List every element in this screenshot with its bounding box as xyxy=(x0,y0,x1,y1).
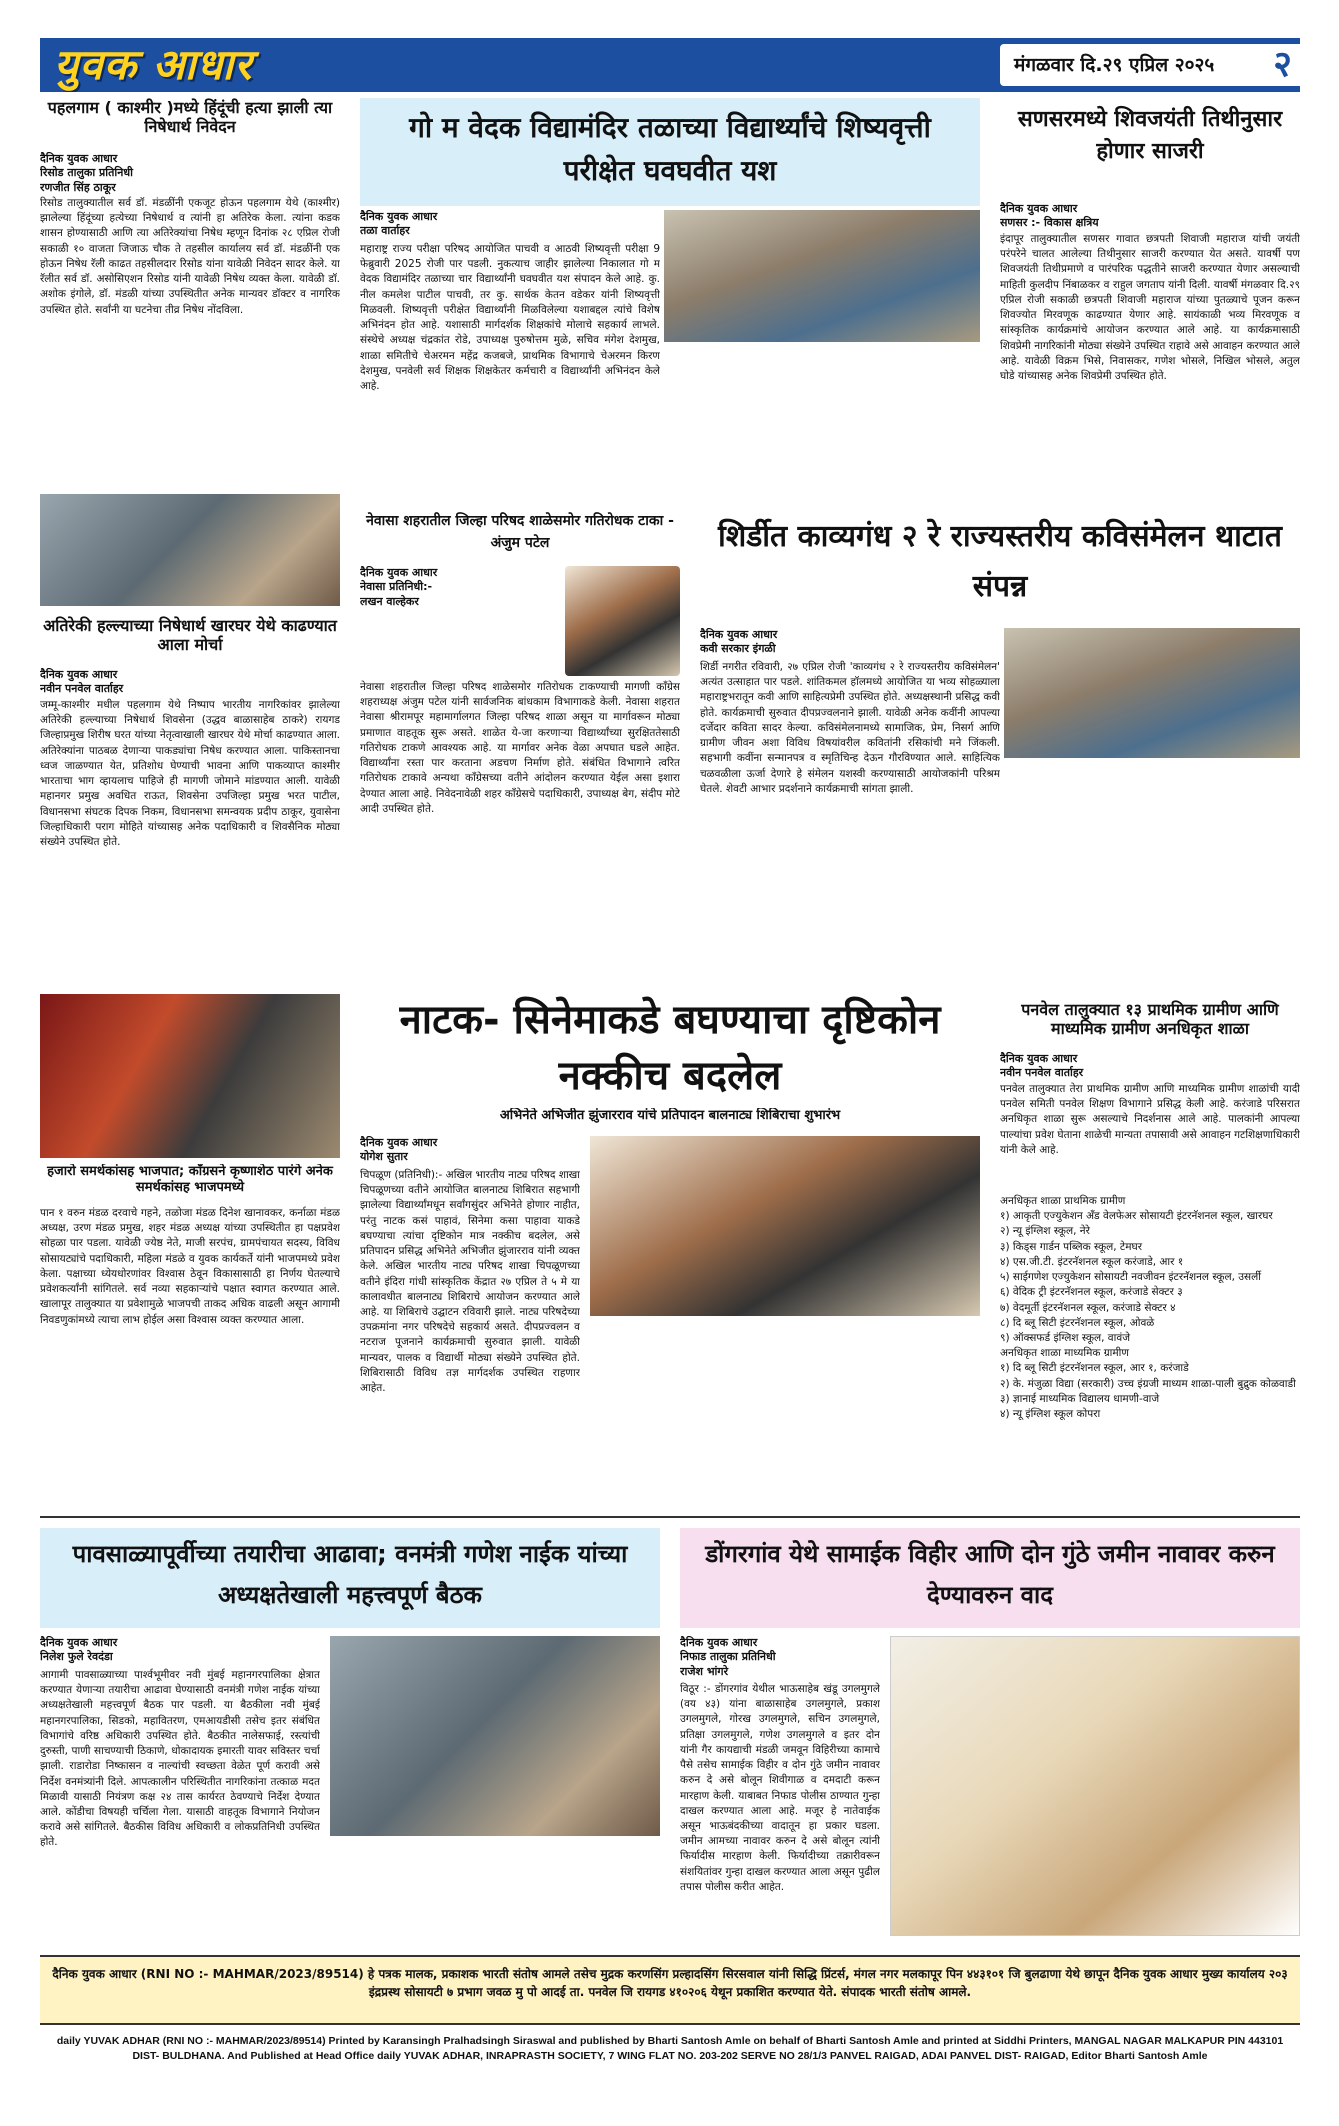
newspaper-logo: युवक आधार xyxy=(54,40,253,89)
a9-headline: पनवेल तालुक्यात १३ प्राथमिक ग्रामीण आणि माध्यमिक ग्रामीण अनधिकृत शाळा xyxy=(1021,1000,1279,1039)
a4-photo xyxy=(40,994,340,1158)
a3-byline: दैनिक युवक आधार सणसर :- विकास क्षत्रिय xyxy=(1000,202,1099,230)
a5-headline: नेवासा शहरातील जिल्हा परिषद शाळेसमोर गतिरोधक टाका - अंजुम पटेल xyxy=(366,513,674,552)
a8-photo xyxy=(590,1136,980,1316)
a9-byline: दैनिक युवक आधार नवीन पनवेल वार्ताहर xyxy=(1000,1052,1084,1080)
date-text: मंगळवार दि.२९ एप्रिल २०२५ xyxy=(1014,54,1215,76)
a11-body: विठूर :- डोंगरगांव येथील भाऊसाहेब खंडू उगलमुगले (वय ४३) यांना बाळासाहेब उगलमुगले, प्रकाश उगलमुगले, गोरख उगलमुगले, सचिन उगलमुगले, प्रतिक्षा उगलमुगले, गणेश उगलमुगले व इतर दोन यांनी गैर कायद्याची मंडळी जमवून विहिरीच्या कामाचे पैसे तसेच सामाईक विहीर व दोन गुंठे जमीन नावावर करुन दे असे बोलून शिवीगाळ व दमदाटी करून मारहाण केली. याबाबत निफाड पोलीस ठाण्यात गुन्हा दाखल करण्यात आला आहे. मजूर हे नातेवाईक असून भाऊबंदकीच्या वादातून हा प्रकार घडला. जमीन आमच्या नावावर करुन दे असे बोलून त्यांनी फिर्यादीस मारहाण केली. फिर्यादीच्या तक्रारीवरून संशयितांवर गुन्हा दाखल करण्यात आला असून पुढील तपास पोलीस करीत आहेत. xyxy=(680,1683,880,1893)
a11-byline: दैनिक युवक आधार निफाड तालुका प्रतिनिधी राजेश भांगरे xyxy=(680,1636,776,1678)
a2-byline: दैनिक युवक आधार तळा वार्ताहर xyxy=(360,210,438,238)
masthead xyxy=(40,38,1300,92)
a8-byline: दैनिक युवक आधार योगेश सुतार xyxy=(360,1136,438,1164)
a5-byline: दैनिक युवक आधार नेवासा प्रतिनिधी:- लखन वाल्हेकर xyxy=(360,566,438,608)
a4-body: जम्मू-काश्मीर मधील पहलगाम येथे निष्पाप भारतीय नागरिकांवर झालेल्या अतिरेकी हल्ल्याच्या निषेधार्थ शिवसेना (उद्धव बाळासाहेब ठाकरे) रायगड जिल्हाप्रमुख शिरीष घरत यांच्या नेतृत्वाखाली खारघर येथे मोर्चा काढण्यात आला. अतिरेक्यांना पाठबळ देणाऱ्या पाकड्यांचा निषेध करण्यात आला. पाकिस्तानचा ध्वज जाळण्यात येत, प्रतिशोध घेण्याची भावना आणि पाकव्याप्त काश्मीर भारताचा भाग व्हायलाच पाहिजे ही मागणी जोमाने मांडण्यात आली. यावेळी महानगर प्रमुख अवधित राऊत, शिवसेना उपजिल्हा प्रमुख भरत पाटील, विधानसभा संघटक दिपक निकम, विधानसभा समन्वयक प्रदीप ठाकूर, युवासेना जिल्हाधिकारी पराग मोहिते यांच्यासह अनेक पदाधिकारी व शिवसैनिक मोठ्या संख्येने उपस्थित होते. xyxy=(40,699,340,848)
a4-byline: दैनिक युवक आधार नवीन पनवेल वार्ताहर xyxy=(40,668,124,696)
a10-byline: दैनिक युवक आधार निलेश फुले रेवदंडा xyxy=(40,1636,118,1664)
a6-body: शिर्डी नगरीत रविवारी, २७ एप्रिल रोजी 'काव्यगंध २ रे राज्यस्तरीय कविसंमेलन' अत्यंत उत्साहात पार पडले. शांतिकमल हॉलमध्ये आयोजित या भव्य सोहळ्याला महाराष्ट्रभरातून कवी आणि साहित्यप्रेमी उपस्थित होते. अध्यक्षस्थानी प्रसिद्ध कवी होते. कार्यक्रमाची सुरुवात दीपप्रज्वलनाने झाली. यावेळी अनेक कवींनी आपल्या दर्जेदार कविता सादर केल्या. कविसंमेलनामध्ये सामाजिक, प्रेम, निसर्ग आणि ग्रामीण जीवन अशा विविध विषयांवरील कवितांनी रसिकांची मने जिंकली. सहभागी कवींना सन्मानपत्र व स्मृतिचिन्ह देऊन गौरविण्यात आले. साहित्यिक चळवळीला ऊर्जा देणारे हे संमेलन यशस्वी करण्यासाठी आयोजकांनी परिश्रम घेतले. शेवटी आभार प्रदर्शनाने कार्यक्रमाची सांगता झाली. xyxy=(700,661,1000,795)
imprint-english xyxy=(40,2030,1300,2090)
a2-headline: गो म वेदक विद्यामंदिर तळाच्या विद्यार्थ्यांचे शिष्यवृत्ती परीक्षेत घवघवीत यश xyxy=(409,111,931,188)
a1-headline: पहलगाम ( काश्मीर )मध्ये हिंदूंची हत्या झाली त्या निषेधार्थ निवेदन xyxy=(47,98,333,137)
imprint-marathi xyxy=(40,1955,1300,2025)
a2-body: महाराष्ट्र राज्य परीक्षा परिषद आयोजित पाचवी व आठवी शिष्यवृत्ती परीक्षा 9 फेब्रुवारी 2025 रोजी पार पडली. नुकत्याच जाहीर झालेल्या निकालात गो म वेदक विद्यामंदिर तळाच्या चार विद्यार्थ्यांनी घवघवीत यश संपादन केले आहे. कु. नील कमलेश पाटील पाचवी, तर कु. सार्थक केतन वडेकर यांनी शिष्यवृत्ती मिळवली. शिष्यवृत्ती परीक्षेत विद्यार्थ्यांनी मिळविलेल्या यशाबद्दल त्यांचे विशेष अभिनंदन होत आहे. यशासाठी मार्गदर्शक शिक्षकांचे मोलाचे सहकार्य लाभले. संस्थेचे अध्यक्ष चंद्रकांत रोडे, उपाध्यक्ष पुरुषोत्तम मुळे, सचिव मंगेश देशमुख, शाळा समितीचे चेअरमन महेंद्र कजबजे, प्राथमिक विभागाचे चेअरमन किरण देशमुख, पनवेली सर्व शिक्षक शिक्षकेतर कर्मचारी व विद्यार्थ्यांनी अभिनंदन केले आहे. xyxy=(360,243,660,392)
a10-body: आगामी पावसाळ्याच्या पार्श्वभूमीवर नवी मुंबई महानगरपालिका क्षेत्रात करण्यात येणाऱ्या तयारीचा आढावा घेण्यासाठी वनमंत्री गणेश नाईक यांच्या अध्यक्षतेखाली महत्त्वपूर्ण बैठक पार पडली. या बैठकीला नवी मुंबई महानगरपालिका, सिडको, महावितरण, एमआयडीसी तसेच इतर संबंधित विभागांचे वरिष्ठ अधिकारी उपस्थित होते. बैठकीत नालेसफाई, रस्त्यांची दुरुस्ती, पाणी साचण्याची ठिकाणे, धोकादायक इमारती यावर सविस्तर चर्चा झाली. राडारोडा निष्कासन व नाल्यांची स्वच्छता वेळेत पूर्ण करावी असे निर्देश वनमंत्र्यांनी दिले. आपत्कालीन परिस्थितीत नागरिकांना तत्काळ मदत मिळावी यासाठी नियंत्रण कक्ष २४ तास कार्यरत ठेवण्याचे निर्देश देण्यात आले. कोंडीचा विषयही चर्चिला गेला. यासाठी वाहतूक विभागाने नियोजन करावे असे सांगितले. बैठकीस विविध अधिकारी व लोकप्रतिनिधी उपस्थित होते. xyxy=(40,1669,320,1849)
a9-body: पनवेल तालुक्यात तेरा प्राथमिक ग्रामीण आणि माध्यमिक ग्रामीण शाळांची यादी पनवेल समिती पनवेल शिक्षण विभागाने प्रसिद्ध केली आहे. करंजाडे परिसरात अनधिकृत शाळा सुरू असल्याचे निदर्शनास आले आहे. पालकांनी आपल्या पाल्यांचा प्रवेश घेताना शाळेची मान्यता तपासावी असे आवाहन गटशिक्षणाधिकारी यांनी केले आहे. xyxy=(1000,1083,1300,1156)
a5-portrait xyxy=(565,566,680,676)
imprint-english-text: daily YUVAK ADHAR (RNI NO :- MAHMAR/2023/89514) Printed by Karansingh Pralhadsingh Siraswal and published by Bharti Santosh Amle on behalf of Bharti Santosh Amle and printed at Siddhi Printers, MANGAL NAGAR MALKAPUR PIN 443101 DIST- BULDHANA. And Published at Head Office daily YUVAK ADHAR, INRAPRASTH SOCIETY, 7 WING FLAT NO. 203-202 SERVE NO 28/1/3 PANVEL RAIGAD, ADAI PANVEL DIST- RAIGAD, Editor Bharti Santosh Amle xyxy=(56,2035,1284,2063)
a2-photo xyxy=(664,210,980,342)
a4-headline: अतिरेकी हल्ल्याच्या निषेधार्थ खारघर येथे काढण्यात आला मोर्चा xyxy=(43,616,337,655)
a3-body: इंदापूर तालुक्यातील सणसर गावात छत्रपती शिवाजी महाराज यांची जयंती परंपरेने चालत आलेल्या तिथीनुसार साजरी करण्यात येत असते. यावर्षी पण शिवजयंती तिथीप्रमाणे व पारंपरिक पद्धतीने साजरी करण्यात येणार असल्याची माहिती कुलदीप निंबाळकर व राहुल जगताप यांनी दिली. यावर्षी मंगळवार दि.२९ एप्रिल रोजी सकाळी छत्रपती शिवाजी महाराज यांच्या पुतळ्याचे पूजन करून शिवज्योत मिरवणूक काढण्यात येणार आहे. सायंकाळी भव्य मिरवणूक व सांस्कृतिक कार्यक्रमांचे आयोजन करण्यात आले आहे. या कार्यक्रमासाठी शिवप्रेमी नागरिकांनी मोठ्या संख्येने उपस्थित राहावे असे आवाहन करण्यात आले आहे. यावेळी विक्रम भिसे, निवासकर, गणेश भोसले, निखिल भोसले, अतुल घोडे यांच्यासह अनेक शिवप्रेमी उपस्थित होते. xyxy=(1000,233,1300,382)
issue-date xyxy=(1000,44,1300,86)
a8-body: चिपळूण (प्रतिनिधी):- अखिल भारतीय नाट्य परिषद शाखा चिपळूणच्या वतीने आयोजित बालनाट्य शिबिरात सहभागी झालेल्या विद्यार्थ्यांमधून सर्वांगसुंदर अभिनेते होणार नाहीत, परंतु नाटक कसं पाहावं, सिनेमा कसा पाहावा याकडे बघण्याचा त्यांचा दृष्टिकोन मात्र नक्कीच बदलेल, असे प्रतिपादन प्रसिद्ध अभिनेते अभिजीत झुंजारराव यांनी व्यक्त केले. अखिल भारतीय नाट्य परिषद शाखा चिपळूणच्या वतीने इंदिरा गांधी सांस्कृतिक केंद्रात २७ एप्रिल ते ५ मे या कालावधीत बालनाट्य शिबिराचे आयोजन करण्यात आले आहे. या शिबिराचे उद्घाटन रविवारी झाले. नाट्य परिषदेच्या उपक्रमांना नगर परिषदेचे सहकार्य असते. दीपप्रज्वलन व नटराज पूजनाने कार्यक्रमाची सुरुवात झाली. यावेळी मान्यवर, पालक व विद्यार्थी मोठ्या संख्येने उपस्थित होते. शिबिरासाठी विविध तज्ञ मार्गदर्शक उपस्थित राहणार आहेत. xyxy=(360,1169,580,1395)
a1-byline: दैनिक युवक आधार रिसोड तालुका प्रतिनिधी रणजीत सिंह ठाकूर xyxy=(40,152,133,194)
a10-headline-box xyxy=(40,1528,660,1628)
imprint-marathi-text: दैनिक युवक आधार (RNI NO :- MAHMAR/2023/89514) हे पत्रक मालक, प्रकाशक भारती संतोष आमले तसेच मुद्रक करणसिंग प्रल्हादसिंग सिरसवाल यांनी सिद्धि प्रिंटर्स, मंगल नगर मलकापूर पिन ४४३१०१ जि बुलढाणा येथे छापून दैनिक युवक आधार मुख्य कार्यालय २०३ इंद्रप्रस्थ सोसायटी ७ प्रभाग जवळ मु पो आदई ता. पनवेल जि रायगड ४१०२०६ येथून प्रकाशित करण्यात येते. संपादक भारती संतोष आमले. xyxy=(52,1967,1288,1999)
a7-body: पान १ वरुन मंडळ दरवाचे गहने, तळोजा मंडळ दिनेश खानावकर, कर्नाळा मंडळ अध्यक्ष, उरण मंडळ प्रमुख, शहर मंडळ अध्यक्ष यांच्या उपस्थितीत हा पक्षप्रवेश सोहळा पार पडला. यावेळी ज्येष्ठ नेते, माजी सरपंच, ग्रामपंचायत सदस्य, विविध सोसायट्यांचे पदाधिकारी, महिला मंडळे व युवक कार्यकर्ते यांनी भाजपमध्ये प्रवेश केला. पक्षाच्या ध्येयधोरणांवर विश्वास ठेवून विकासासाठी हा निर्णय घेतल्याचे प्रवेशकर्त्यांनी सांगितले. सर्व नव्या सहकाऱ्यांचे पक्षात स्वागत करण्यात आले. खालापूर तालुक्यात या प्रवेशामुळे भाजपची ताकद अधिक वाढली असून आगामी निवडणुकांमध्ये त्याचा लाभ होईल असा विश्वास व्यक्त करण्यात आला. xyxy=(40,1207,340,1326)
a8-subhead: अभिनेते अभिजीत झुंजारराव यांचे प्रतिपादन बालनाट्य शिबिराचा शुभारंभ xyxy=(499,1108,841,1123)
a9-school-list: अनधिकृत शाळा प्राथमिक ग्रामीण १) आकृती एज्युकेशन ॲंड वेलफेअर सोसायटी इंटरनॅशनल स्कूल, खारघर २) न्यू इंग्लिश स्कूल, नेरे ३) किड्स गार्डन पब्लिक स्कूल, टेमघर ४) एस.जी.टी. इंटरनॅशनल स्कूल करंजाडे, आर १ ५) साईगणेश एज्युकेशन सोसायटी नवजीवन इंटरनॅशनल स्कूल, उसर्ली ६) वेदिक ट्री इंटरनॅशनल स्कूल, करंजाडे सेक्टर ३ ७) वेदमूर्ती इंटरनॅशनल स्कूल, करंजाडे सेक्टर ४ ८) दि ब्लू सिटी इंटरनॅशनल स्कूल, ओवळे ९) ऑक्सफर्ड इंग्लिश स्कूल, वावंजे अनधिकृत शाळा माध्यमिक ग्रामीण १) दि ब्लू सिटी इंटरनॅशनल स्कूल, आर १, करंजाडे २) के. मंजुळा विद्या (सरकारी) उच्च इंग्रजी माध्यम शाळा-पाली बुद्रुक कोळवाडी ३) ज्ञानाई माध्यमिक विद्यालय धामणी-वाजे ४) न्यू इंग्लिश स्कूल कोपरा xyxy=(1000,1195,1296,1421)
a1-photo xyxy=(40,494,340,606)
a7-headline: हजारो समर्थकांसह भाजपात; काँग्रसने कृष्णाशेठ पारंगे अनेक समर्थकांसह भाजपमध्ये xyxy=(47,1164,333,1195)
a8-headline: नाटक- सिनेमाकडे बघण्याचा दृष्टिकोन नक्कीच बदलेल xyxy=(399,997,941,1099)
a1-body: रिसोड तालुक्यातील सर्व डॉ. मंडळींनी एकजूट होऊन पहलगाम येथे (काश्मीर) झालेल्या हिंदूंच्या हत्येच्या निषेधार्थ व त्यांनी हा अतिरेक केला. त्यांना कडक शासन होण्यासाठी आणि त्या अतिरेक्यांचा निषेध म्हणून दिनांक २८ एप्रिल रोजी सकाळी १० वाजता जिजाऊ चौक ते तहसील कार्यालय सर्व डॉ. मंडळींनी एक होऊन निषेध रॅली काढत तहसीलदार रिसोड यांना यावेळी निवेदन सादर केले. या रॅलीत सर्व डॉ. असोसिएशन रिसोड यांनी यावेळी निषेध व्यक्त केला. यावेळी डॉ. अशोक इंगोले, डॉ. मंडळी यांच्या उपस्थितीत अनेक मान्यवर डॉक्टर व नागरिक उपस्थित होते. सर्वांनी या घटनेचा तीव्र निषेध नोंदविला. xyxy=(40,197,340,316)
page-number: २ xyxy=(1273,44,1292,85)
section-divider xyxy=(40,1516,1300,1518)
a10-photo xyxy=(330,1636,660,1836)
a11-illustration xyxy=(890,1636,1300,1936)
a2-headline-box xyxy=(360,98,980,206)
a11-headline: डोंगरगांव येथे सामाईक विहीर आणि दोन गुंठे जमीन नावावर करुन देण्यावरुन वाद xyxy=(705,1540,1275,1609)
a6-headline: शिर्डीत काव्यगंध २ रे राज्यस्तरीय कविसंमेलन थाटात संपन्न xyxy=(718,519,1282,604)
a5-body: नेवासा शहरातील जिल्हा परिषद शाळेसमोर गतिरोधक टाकण्याची मागणी काँग्रेस शहराध्यक्ष अंजुम पटेल यांनी सार्वजनिक बांधकाम विभागाकडे केली. नेवासा शहरात नेवासा श्रीरामपूर महामार्गालगत जिल्हा परिषद शाळा असून या मार्गावरून मोठ्या प्रमाणात वाहतूक सुरू असते. शाळेत ये-जा करणाऱ्या विद्यार्थ्यांच्या सुरक्षिततेसाठी गतिरोधक टाकणे आवश्यक आहे. या मार्गावर अनेक वेळा अपघात घडले आहेत. विद्यार्थ्यांना रस्ता पार करताना अडचण निर्माण होते. संबंधित विभागाने त्वरित गतिरोधक टाकावे अन्यथा काँग्रेसच्या वतीने आंदोलन करण्यात येईल असा इशारा देण्यात आला आहे. निवेदनावेळी शहर काँग्रेसचे पदाधिकारी, उपाध्यक्ष बेग, संदीप मोटे आदी उपस्थित होते. xyxy=(360,681,680,815)
a6-photo xyxy=(1004,628,1300,758)
a6-byline: दैनिक युवक आधार कवी सरकार इंगळी xyxy=(700,628,778,656)
a11-headline-box xyxy=(680,1528,1300,1628)
a10-headline: पावसाळ्यापूर्वीच्या तयारीचा आढावा; वनमंत्री गणेश नाईक यांच्या अध्यक्षतेखाली महत्त्वपूर्ण बैठक xyxy=(72,1540,628,1609)
a3-headline: सणसरमध्ये शिवजयंती तिथीनुसार होणार साजरी xyxy=(1017,107,1283,164)
